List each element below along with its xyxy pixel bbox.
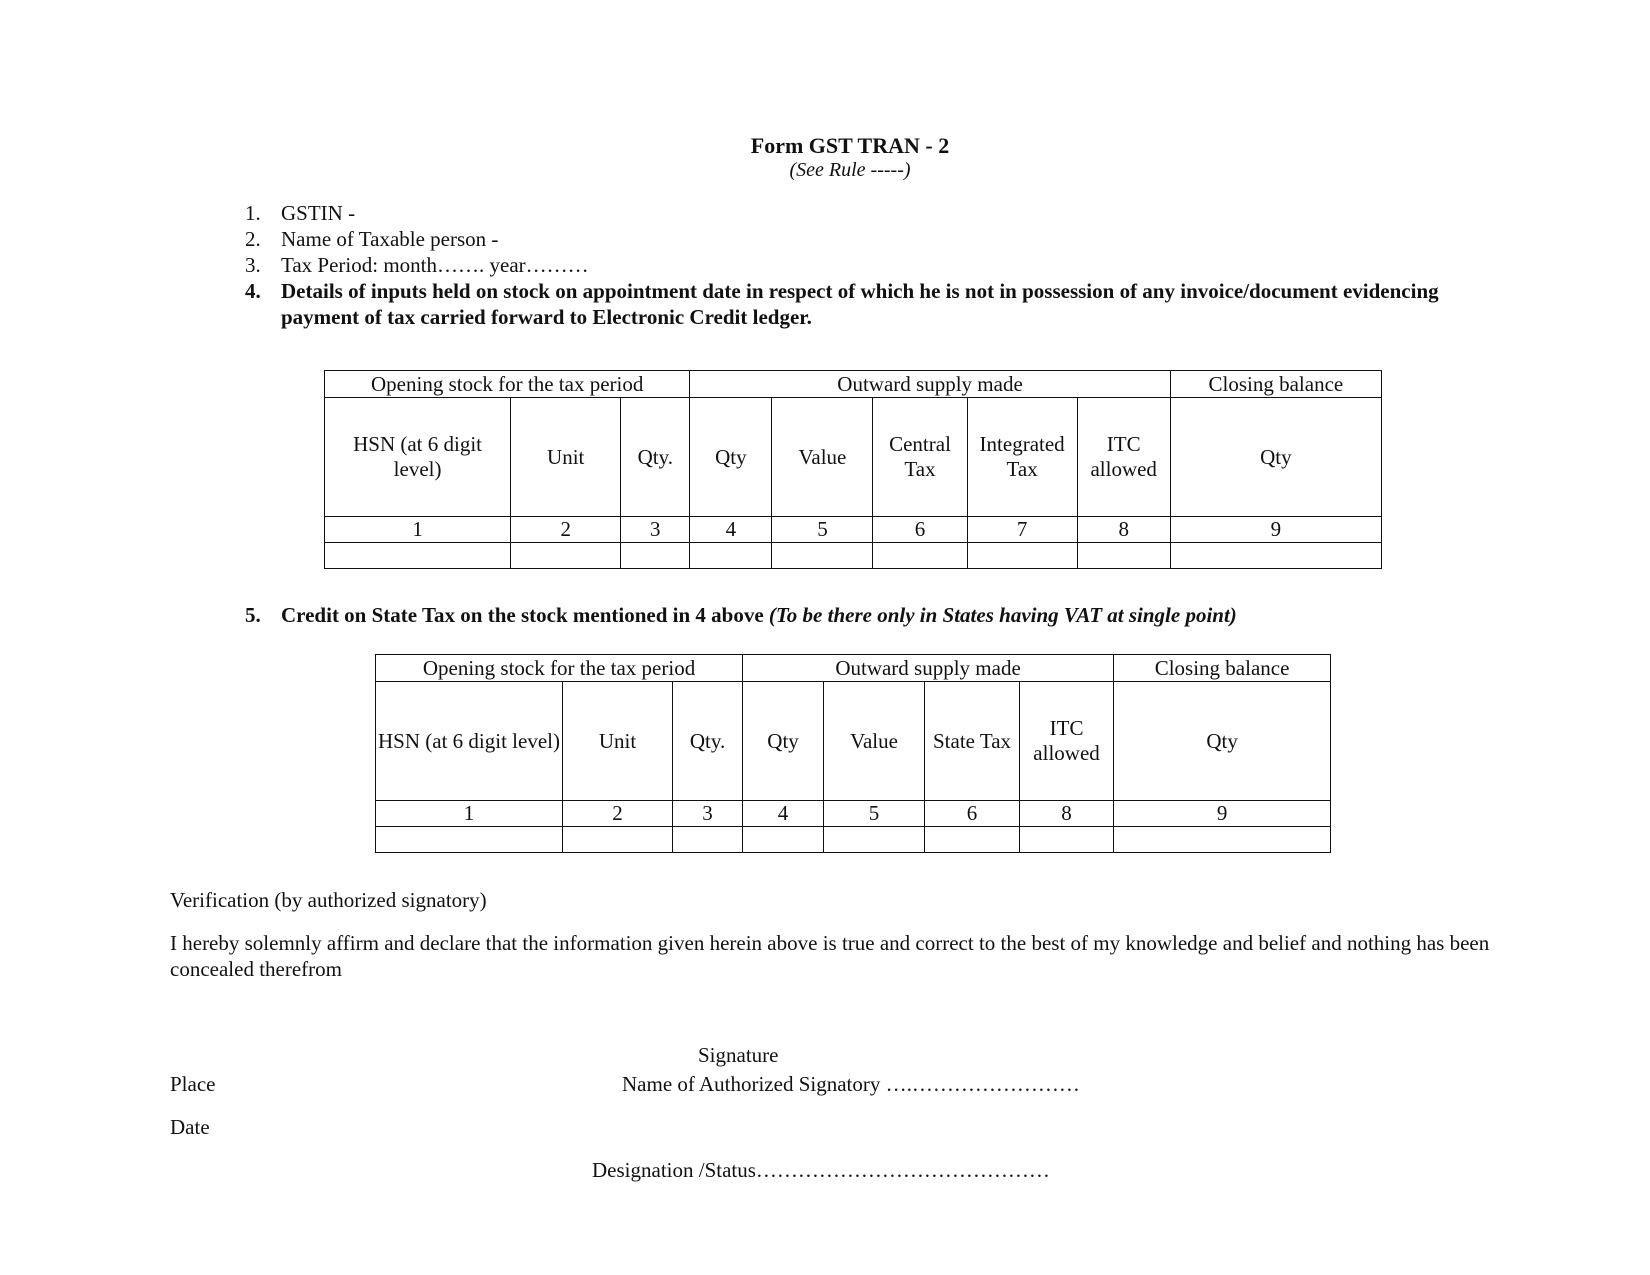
entry-cell-itc-allowed[interactable]	[1020, 827, 1114, 853]
entry-cell-value[interactable]	[772, 543, 873, 569]
entry-cell-value[interactable]	[824, 827, 925, 853]
column-number: 6	[925, 801, 1020, 827]
group-opening-stock: Opening stock for the tax period	[325, 371, 690, 398]
header-itc-allowed: ITC allowed	[1077, 398, 1170, 517]
list-item-inputs-details	[245, 278, 1465, 330]
group-closing-balance: Closing balance	[1170, 371, 1381, 398]
entry-cell-central-tax[interactable]	[873, 543, 967, 569]
verification-heading: Verification (by authorized signatory)	[170, 888, 487, 912]
header-outward-qty: Qty	[743, 682, 824, 801]
item-number: 2.	[245, 227, 261, 251]
entry-cell-outward-qty[interactable]	[690, 543, 772, 569]
list-item-taxable-person	[245, 226, 1465, 252]
form-title: Form GST TRAN - 2	[750, 133, 950, 158]
column-number: 5	[824, 801, 925, 827]
verification-declaration: I hereby solemnly affirm and declare that the information given herein above is true and correct to the best of my knowledge and belief and nothing has been concealed therefrom	[170, 931, 1490, 981]
header-hsn: HSN (at 6 digit level)	[325, 398, 511, 517]
column-number: 2	[511, 517, 621, 543]
authorized-signatory-label: Name of Authorized Signatory ….……………………	[622, 1072, 1080, 1096]
header-opening-qty: Qty.	[621, 398, 690, 517]
list-item-gstin	[245, 200, 1465, 226]
entry-cell-unit[interactable]	[563, 827, 673, 853]
header-integrated-tax: Integrated Tax	[967, 398, 1077, 517]
header-central-tax: Central Tax	[873, 398, 967, 517]
list-item-tax-period	[245, 252, 1465, 278]
column-number: 8	[1020, 801, 1114, 827]
header-state-tax: State Tax	[925, 682, 1020, 801]
place-label: Place	[170, 1072, 216, 1096]
item-text: Details of inputs held on stock on appointment date in respect of which he is not in possession of any invoice/document evidencing payment of tax carried forward to Electronic Credit ledger.	[281, 279, 1439, 329]
header-unit: Unit	[563, 682, 673, 801]
designation-label: Designation /Status……………………………………	[592, 1158, 1050, 1182]
column-number: 5	[772, 517, 873, 543]
header-unit: Unit	[511, 398, 621, 517]
entry-cell-outward-qty[interactable]	[743, 827, 824, 853]
entry-cell-itc-allowed[interactable]	[1077, 543, 1170, 569]
signature-label: Signature	[698, 1043, 779, 1067]
entry-cell-hsn[interactable]	[376, 827, 563, 853]
section-number: 5.	[245, 603, 261, 627]
item-number: 3.	[245, 253, 261, 277]
item-number: 4.	[245, 279, 261, 303]
form-subtitle: (See Rule -----)	[789, 159, 911, 181]
entry-cell-closing-qty[interactable]	[1114, 827, 1331, 853]
item-text: Tax Period: month……. year………	[281, 253, 589, 277]
column-number: 2	[563, 801, 673, 827]
header-itc-allowed: ITC allowed	[1020, 682, 1114, 801]
item-text: GSTIN -	[281, 201, 356, 225]
section-5-heading	[245, 602, 1465, 628]
column-number: 4	[690, 517, 772, 543]
header-opening-qty: Qty.	[673, 682, 743, 801]
column-number: 3	[621, 517, 690, 543]
entry-cell-hsn[interactable]	[325, 543, 511, 569]
column-number: 9	[1114, 801, 1331, 827]
column-number: 1	[376, 801, 563, 827]
section-5-title: Credit on State Tax on the stock mentioned in 4 above	[281, 603, 764, 627]
column-number: 7	[967, 517, 1077, 543]
group-opening-stock: Opening stock for the tax period	[376, 655, 743, 682]
entry-cell-state-tax[interactable]	[925, 827, 1020, 853]
state-tax-credit-table	[375, 654, 1331, 853]
section-5-note: (To be there only in States having VAT at single point)	[768, 603, 1237, 627]
column-number: 3	[673, 801, 743, 827]
header-outward-qty: Qty	[690, 398, 772, 517]
date-label: Date	[170, 1115, 210, 1139]
entry-cell-closing-qty[interactable]	[1170, 543, 1381, 569]
entry-cell-integrated-tax[interactable]	[967, 543, 1077, 569]
item-number: 1.	[245, 201, 261, 225]
header-closing-qty: Qty	[1114, 682, 1331, 801]
header-value: Value	[772, 398, 873, 517]
group-closing-balance: Closing balance	[1114, 655, 1331, 682]
entry-cell-unit[interactable]	[511, 543, 621, 569]
column-number: 9	[1170, 517, 1381, 543]
entry-cell-opening-qty[interactable]	[673, 827, 743, 853]
header-closing-qty: Qty	[1170, 398, 1381, 517]
item-text: Name of Taxable person -	[281, 227, 499, 251]
group-outward-supply: Outward supply made	[690, 371, 1170, 398]
inputs-stock-table	[324, 370, 1382, 569]
column-number: 4	[743, 801, 824, 827]
column-number: 1	[325, 517, 511, 543]
header-value: Value	[824, 682, 925, 801]
column-number: 8	[1077, 517, 1170, 543]
entry-cell-opening-qty[interactable]	[621, 543, 690, 569]
column-number: 6	[873, 517, 967, 543]
header-hsn: HSN (at 6 digit level)	[376, 682, 563, 801]
group-outward-supply: Outward supply made	[743, 655, 1114, 682]
